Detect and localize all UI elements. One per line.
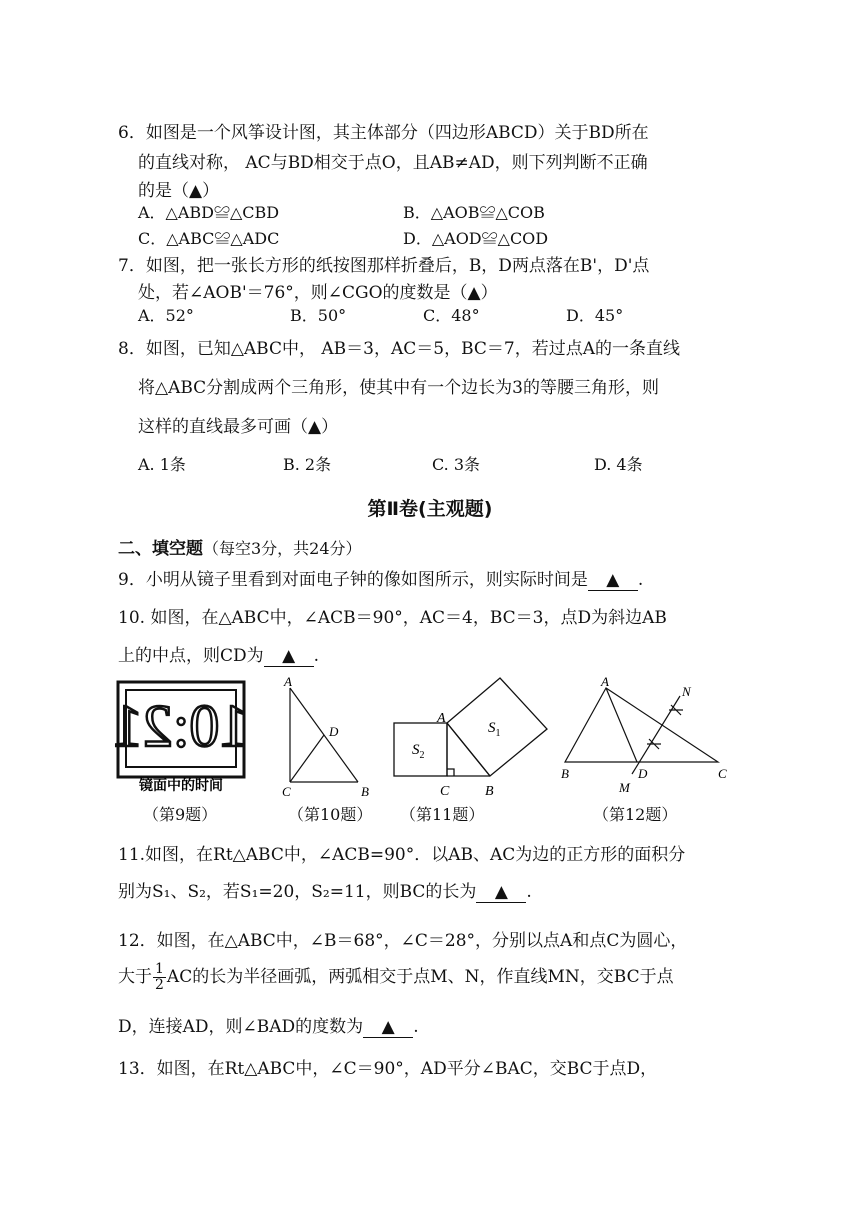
fig12-label-b: B bbox=[561, 766, 569, 781]
fig12-construction bbox=[565, 688, 718, 774]
figures bbox=[0, 670, 860, 810]
q7-option-b: B．50° bbox=[290, 306, 347, 325]
fig10-label-d: D bbox=[329, 724, 339, 739]
q6-line2: 的直线对称， AC与BD相交于点O，且AB≠AD，则下列判断不正确 bbox=[138, 153, 648, 173]
q6-option-d: D．△AOD≌△COD bbox=[403, 229, 549, 248]
q12-line2-wrap bbox=[118, 962, 674, 993]
fig11-label-a: A bbox=[437, 711, 446, 726]
part2-label: 二、填空题 bbox=[118, 539, 203, 559]
q6-line3: 的是（▲） bbox=[138, 181, 220, 201]
q12-frac-den: 2 bbox=[155, 977, 164, 993]
q7-option-a: A．52° bbox=[138, 306, 194, 325]
q8-line3: 这样的直线最多可画（▲） bbox=[138, 417, 339, 437]
q12-answer-blank[interactable]: ▲ bbox=[363, 1018, 413, 1038]
fig10-triangle bbox=[290, 688, 358, 782]
caption-fig11: （第11题） bbox=[400, 805, 485, 824]
q7-option-c: C．48° bbox=[423, 306, 480, 325]
part2-heading bbox=[118, 534, 362, 559]
q13-line1: 13．如图，在Rt△ABC中，∠C＝90°，AD平分∠BAC，交BC于点D， bbox=[118, 1059, 658, 1079]
q8-option-b: B. 2条 bbox=[283, 455, 332, 474]
q10-line2: 上的中点，则CD为 bbox=[118, 646, 264, 666]
fig11-label-b: B bbox=[485, 784, 494, 799]
fig9-clock-digits: 10:21 bbox=[112, 693, 250, 759]
q8-option-c: C. 3条 bbox=[432, 455, 481, 474]
q8-option-a: A. 1条 bbox=[138, 455, 186, 474]
section-title: 第Ⅱ卷(主观题) bbox=[367, 498, 493, 520]
q8-line1: 8．如图，已知△ABC中， AB＝3，AC＝5，BC＝7，若过点A的一条直线 bbox=[118, 339, 680, 359]
fig10-label-b: B bbox=[361, 784, 369, 799]
q8-option-d: D. 4条 bbox=[594, 455, 643, 474]
q10-line1: 10. 如图，在△ABC中，∠ACB＝90°，AC＝4，BC＝3，点D为斜边AB bbox=[118, 608, 667, 628]
q11-line2: 别为S₁、S₂，若S₁=20，S₂=11，则BC的长为 bbox=[118, 882, 477, 902]
caption-fig9: （第9题） bbox=[143, 805, 218, 824]
q12-line3-wrap bbox=[118, 1012, 419, 1038]
q10-answer-blank[interactable]: ▲ bbox=[264, 647, 314, 667]
fig11-label-c: C bbox=[440, 784, 450, 799]
q9-text: 9．小明从镜子里看到对面电子钟的像如图所示，则实际时间是 bbox=[118, 570, 588, 590]
part2-note: （每空3分，共24分） bbox=[203, 539, 362, 558]
q11-line1: 11.如图，在Rt△ABC中，∠ACB=90°．以AB、AC为边的正方形的面积分 bbox=[118, 845, 686, 865]
q7-line2: 处，若∠AOB'＝76°，则∠CGO的度数是（▲） bbox=[138, 283, 498, 303]
fig9-clock bbox=[113, 682, 250, 794]
q8-line2: 将△ABC分割成两个三角形，使其中有一个边长为3的等腰三角形，则 bbox=[138, 378, 659, 398]
q11-end: . bbox=[526, 882, 532, 902]
fig12-label-a: A bbox=[601, 674, 609, 689]
q6-option-b: B．△AOB≌△COB bbox=[403, 203, 545, 222]
q10-line2-wrap bbox=[118, 641, 319, 667]
caption-fig10: （第10题） bbox=[288, 805, 373, 824]
q9-line bbox=[118, 565, 643, 591]
q6-option-c: C．△ABC≌△ADC bbox=[138, 229, 280, 248]
q12-frac-num: 1 bbox=[155, 961, 164, 978]
fig10-label-c: C bbox=[282, 784, 291, 799]
caption-fig12: （第12题） bbox=[593, 805, 678, 824]
q12-end: . bbox=[413, 1017, 419, 1037]
fig12-label-n: N bbox=[682, 684, 691, 699]
q12-fraction bbox=[153, 962, 166, 992]
q6-line1: 6．如图是一个风筝设计图，其主体部分（四边形ABCD）关于BD所在 bbox=[118, 123, 649, 143]
q12-line2-post: AC的长为半径画弧，两弧相交于点M、N，作直线MN，交BC于点 bbox=[166, 967, 674, 987]
fig12-label-c: C bbox=[718, 766, 727, 781]
q12-line2-pre: 大于 bbox=[118, 967, 152, 987]
q12-line1: 12．如图，在△ABC中，∠B＝68°，∠C＝28°，分别以点A和点C为圆心， bbox=[118, 931, 688, 951]
fig12-label-d: D bbox=[638, 766, 648, 781]
fig10-label-a: A bbox=[284, 674, 292, 689]
q7-option-d: D．45° bbox=[566, 306, 624, 325]
q11-answer-blank[interactable]: ▲ bbox=[476, 883, 526, 903]
fig11-label-s2: $S_2$ bbox=[412, 742, 425, 761]
fig12-label-m: M bbox=[619, 780, 630, 795]
fig9-inner-caption: 镜面中的时间 bbox=[139, 778, 223, 794]
fig11-label-s1: $S_1$ bbox=[488, 720, 501, 739]
q10-end: . bbox=[313, 646, 320, 666]
q7-line1: 7．如图，把一张长方形的纸按图那样折叠后，B，D两点落在B'，D'点 bbox=[118, 256, 650, 276]
q9-answer-blank[interactable]: ▲ bbox=[588, 571, 638, 591]
fig11-squares bbox=[394, 678, 547, 776]
q9-end: . bbox=[637, 570, 644, 590]
q6-option-a: A．△ABD≌△CBD bbox=[138, 203, 280, 222]
q12-line3: D，连接AD，则∠BAD的度数为 bbox=[118, 1017, 364, 1037]
q11-line2-wrap bbox=[118, 877, 532, 903]
